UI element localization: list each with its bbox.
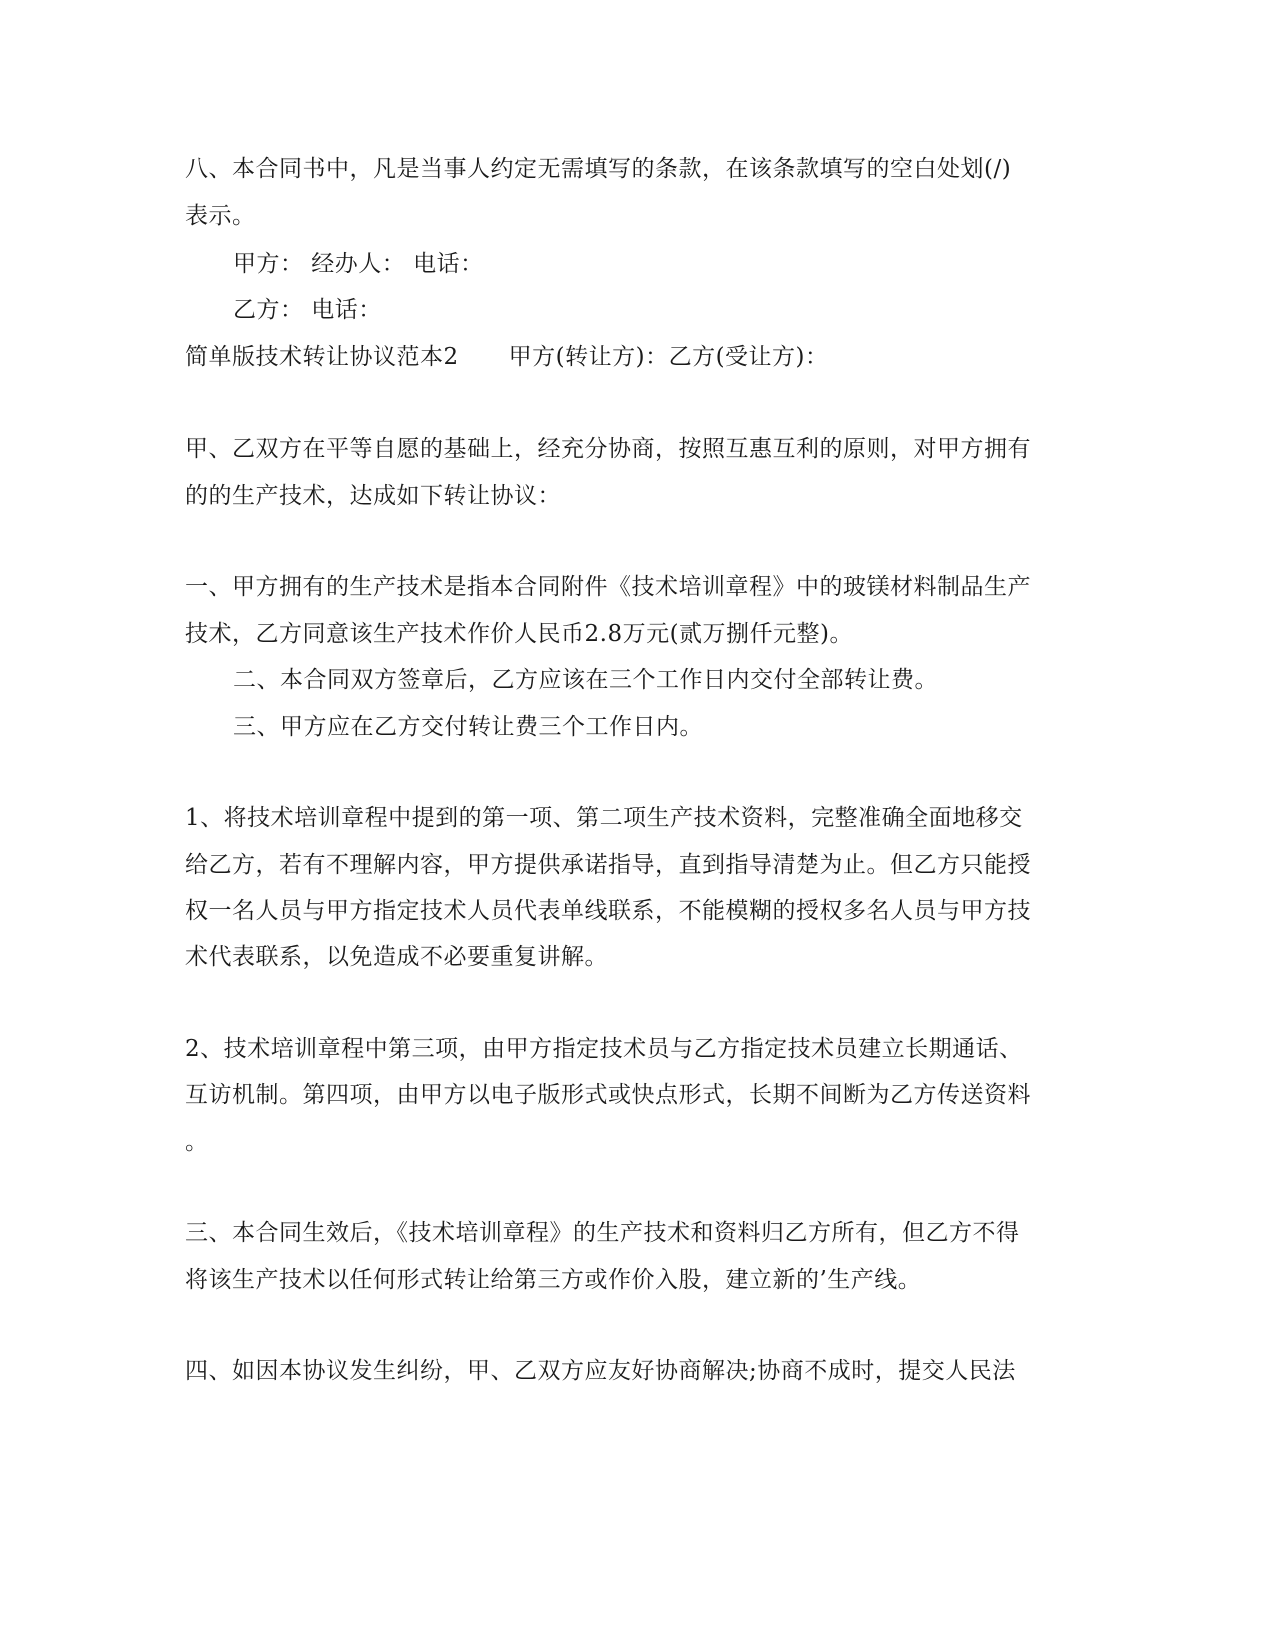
article-1-line-2: 技术，乙方同意该生产技术作价人民币2.8万元(贰万捌仟元整)。 — [185, 621, 854, 647]
article-4-line-1: 四、如因本协议发生纠纷，甲、乙双方应友好协商解决;协商不成时，提交人民法 — [185, 1358, 1016, 1384]
article-3-line: 三、甲方应在乙方交付转让费三个工作日内。 — [233, 714, 703, 740]
article-3b-line-2: 将该生产技术以任何形式转让给第三方或作价入股，建立新的’生产线。 — [185, 1267, 922, 1293]
preamble-line-1: 甲、乙双方在平等自愿的基础上，经充分协商，按照互惠互利的原则，对甲方拥有 — [185, 436, 1031, 462]
parties-heading: 甲方(转让方)：乙方(受让方)： — [508, 344, 829, 370]
item-1-line-3: 权一名人员与甲方指定技术人员代表单线联系，不能模糊的授权多名人员与甲方技 — [185, 898, 1031, 924]
article-1-line-1: 一、甲方拥有的生产技术是指本合同附件《技术培训章程》中的玻镁材料制品生产 — [185, 574, 1031, 600]
item-2-line-2: 互访机制。第四项，由甲方以电子版形式或快点形式，长期不间断为乙方传送资料 — [185, 1082, 1031, 1108]
preamble-line-2: 的的生产技术，达成如下转让协议： — [185, 483, 561, 509]
clause-8-line-2: 表示。 — [185, 203, 256, 229]
item-1-line-2: 给乙方，若有不理解内容，甲方提供承诺指导，直到指导清楚为止。但乙方只能授 — [185, 852, 1031, 878]
article-3b-line-1: 三、本合同生效后，《技术培训章程》的生产技术和资料归乙方所有，但乙方不得 — [185, 1220, 1020, 1246]
party-b-signature-line: 乙方： 电话： — [233, 297, 382, 323]
template-title: 简单版技术转让协议范本2 — [185, 344, 459, 370]
item-1-line-1: 1、将技术培训章程中提到的第一项、第二项生产技术资料，完整准确全面地移交 — [185, 805, 1023, 831]
template-title-line — [185, 343, 829, 371]
clause-8-line-1: 八、本合同书中，凡是当事人约定无需填写的条款，在该条款填写的空白处划(/) — [185, 156, 1012, 182]
article-2-line: 二、本合同双方签章后，乙方应该在三个工作日内交付全部转让费。 — [233, 667, 938, 693]
item-2-line-3: 。 — [185, 1129, 209, 1155]
item-2-line-1: 2、技术培训章程中第三项，由甲方指定技术员与乙方指定技术员建立长期通话、 — [185, 1036, 1023, 1062]
item-1-line-4: 术代表联系，以免造成不必要重复讲解。 — [185, 944, 608, 970]
party-a-signature-line: 甲方： 经办人： 电话： — [233, 251, 484, 277]
